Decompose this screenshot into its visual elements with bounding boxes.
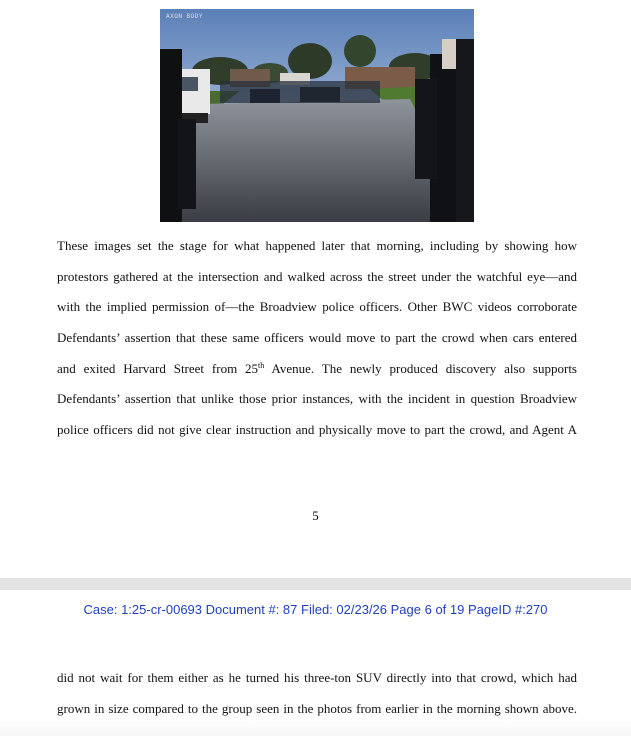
paragraph-line: protestors gathered at the intersection and walked across the street under the watchful eye—and xyxy=(57,268,577,284)
paragraph-1 xyxy=(57,231,577,446)
paragraph-line: police officers did not give clear instruction and physically move to part the crowd, and Agent A xyxy=(57,422,577,438)
paragraph-line: with the implied permission of—the Broadview police officers. Other BWC videos corroborate xyxy=(57,299,577,315)
bodycam-photo-image xyxy=(160,9,474,222)
line-text: Avenue. The newly produced discovery also supports xyxy=(264,360,577,376)
paragraph-line: Defendants’ assertion that unlike those prior instances, with the incident in question Broadview xyxy=(57,391,577,407)
bodycam-photo xyxy=(160,9,474,222)
paragraph-line: These images set the stage for what happened later that morning, including by showing how xyxy=(57,238,577,253)
line-text: and exited Harvard Street from 25 xyxy=(57,360,259,376)
page-number: 5 xyxy=(312,508,319,523)
paragraph-line: did not wait for them either as he turned his three-ton SUV directly into that crowd, which had xyxy=(57,670,577,685)
paragraph-2 xyxy=(57,663,577,724)
page-divider xyxy=(0,578,631,590)
ordinal-suffix: th xyxy=(258,360,265,370)
paragraph-line xyxy=(57,354,577,385)
paragraph-line: Defendants’ assertion that these same officers would move to part the crowd when cars entered xyxy=(57,330,577,346)
case-header: Case: 1:25-cr-00693 Document #: 87 Filed: 02/23/26 Page 6 of 19 PageID #:270 xyxy=(83,602,548,617)
camera-timestamp: AXON BODY xyxy=(166,13,204,20)
paragraph-line: grown in size compared to the group seen in the photos from earlier in the morning shown above. xyxy=(57,700,577,716)
